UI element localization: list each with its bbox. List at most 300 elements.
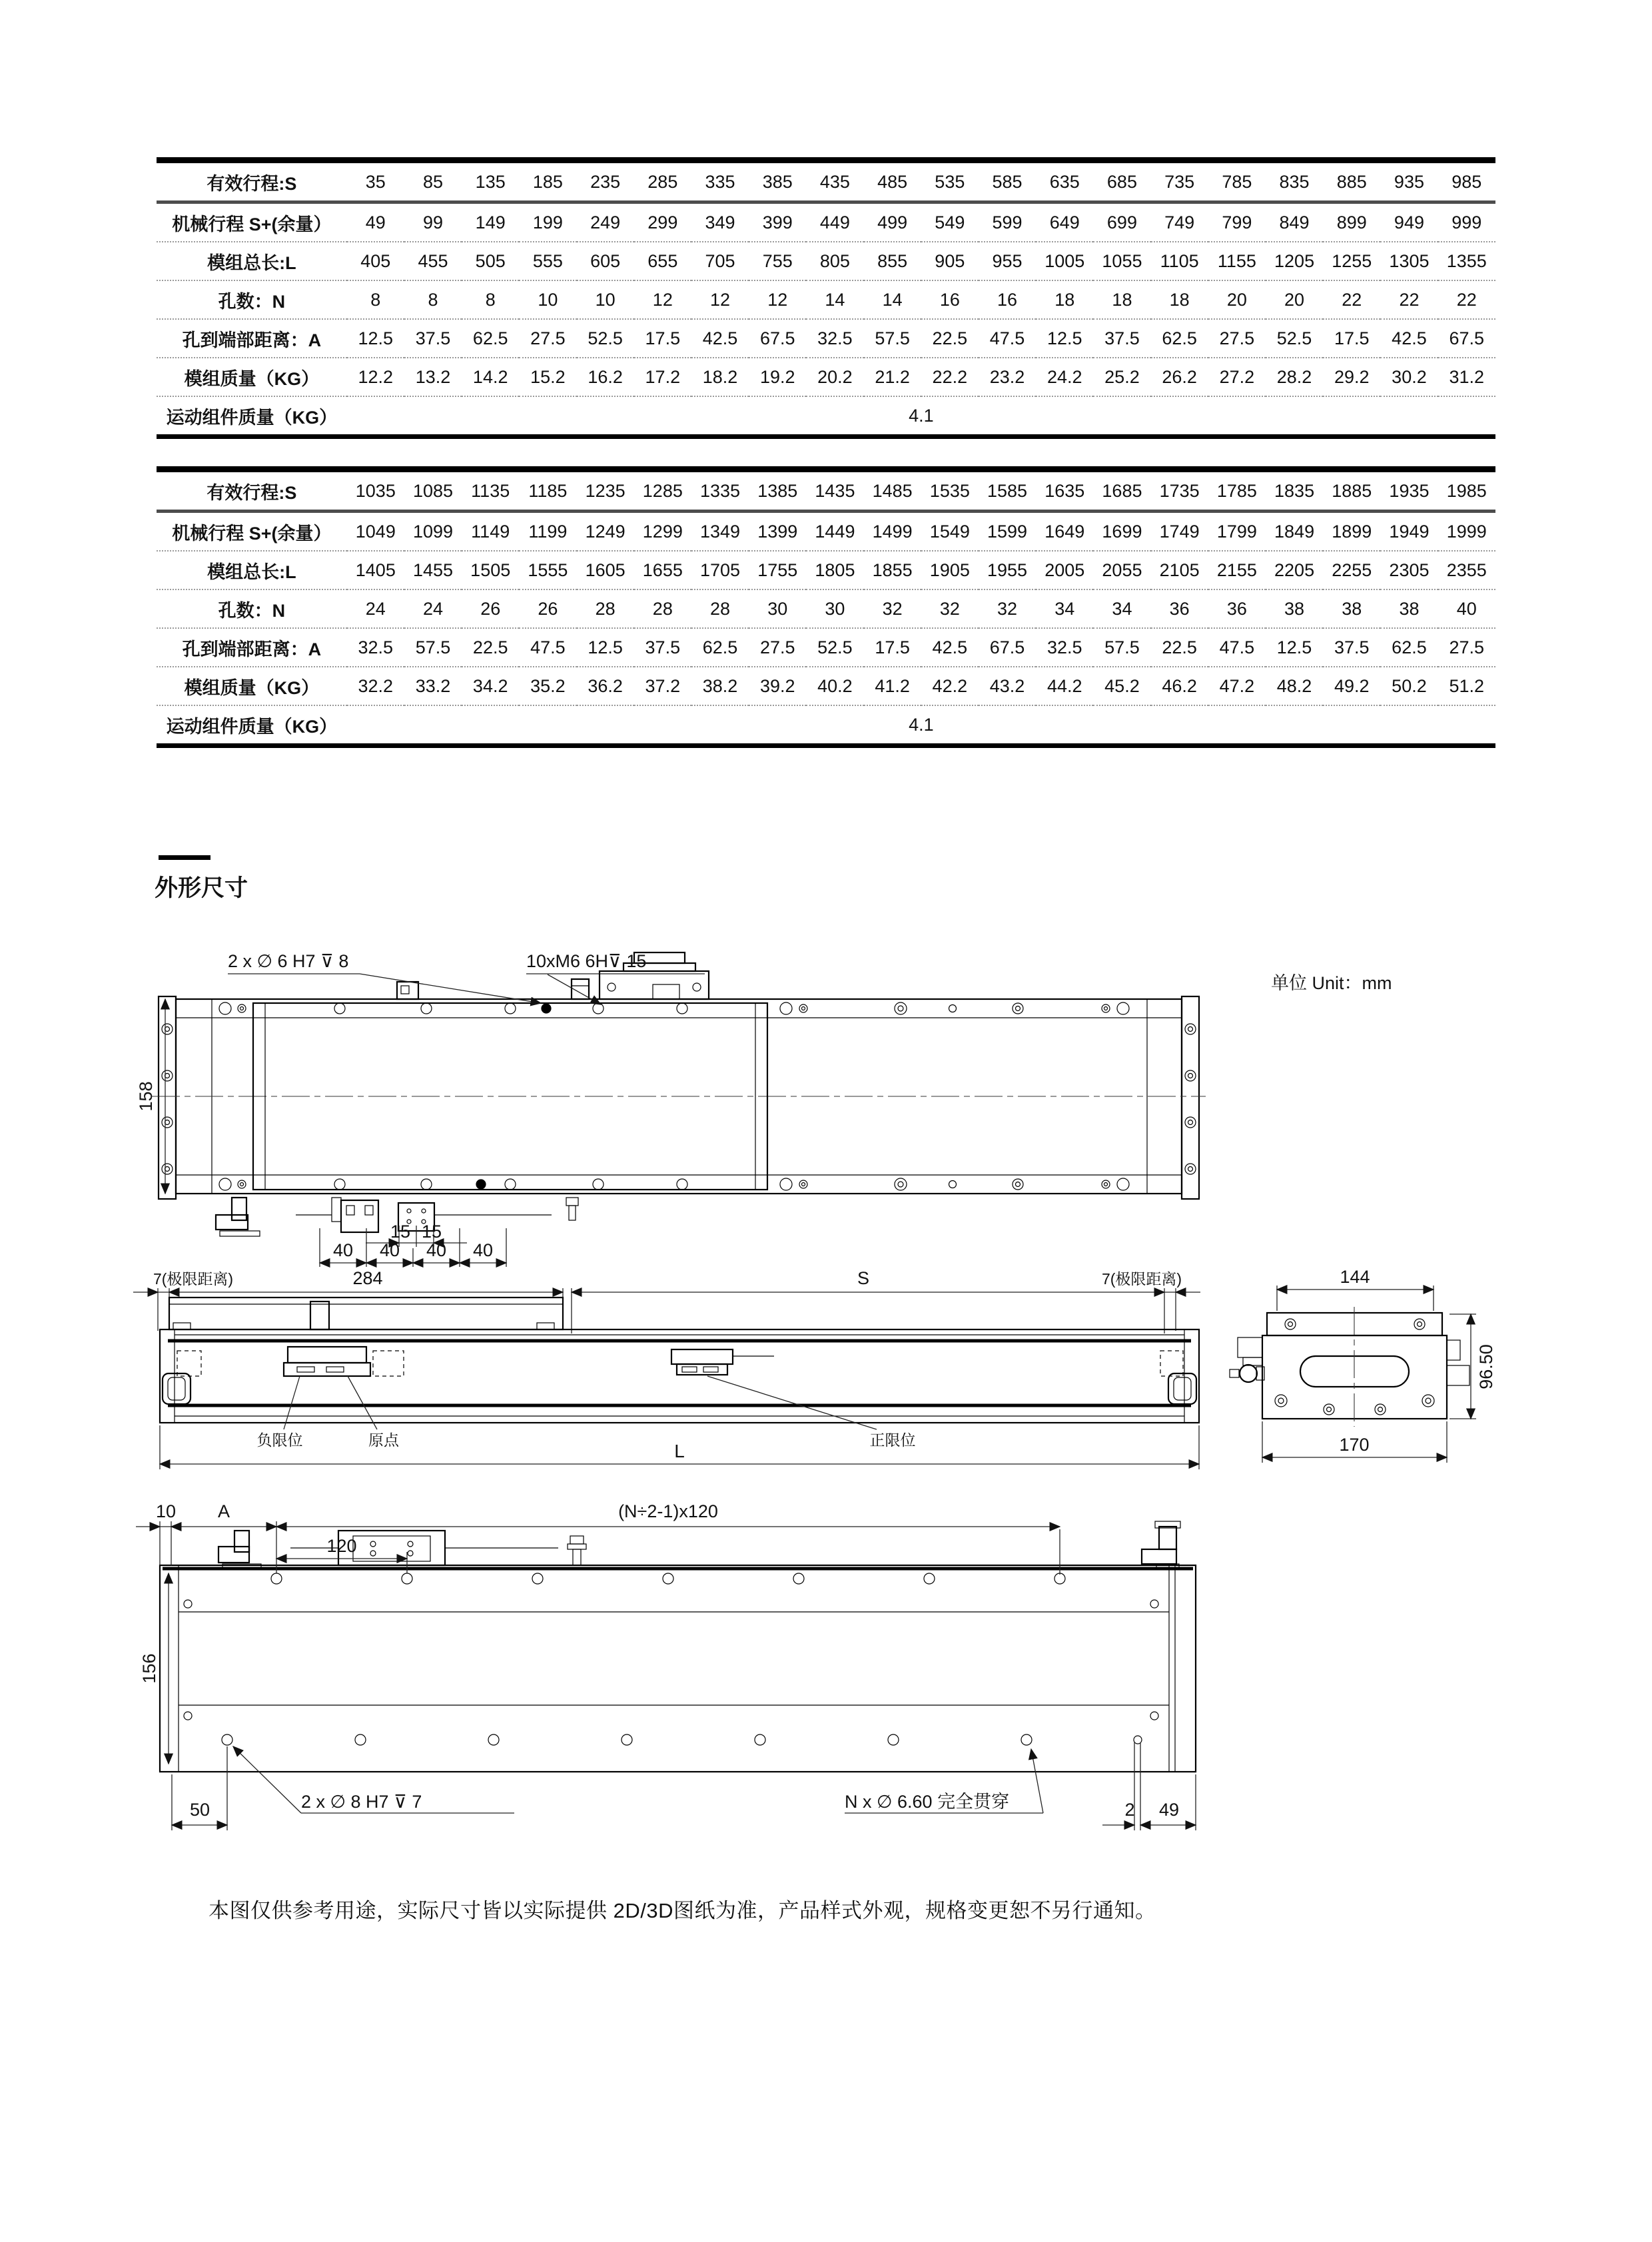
spec-row	[157, 589, 1495, 628]
spec-cell-value: 32.5	[1036, 628, 1093, 667]
spec-cell-value: 1805	[806, 551, 863, 589]
spec-cell-value: 1455	[404, 551, 462, 589]
spec-cell-value: 1185	[519, 470, 576, 512]
callout-dowel-top: 2 x ∅ 6 H7 ⊽ 8	[228, 951, 349, 971]
spec-cell-value: 1135	[462, 470, 519, 512]
spec-cell-value: 1255	[1323, 242, 1380, 280]
spec-cell-value: 855	[864, 242, 921, 280]
spec-cell-value: 30	[806, 589, 863, 628]
spec-cell-value: 135	[462, 161, 519, 202]
spec-cell-value: 40.2	[806, 667, 863, 705]
dim-40-2: 40	[379, 1240, 400, 1260]
spec-cell-value: 15.2	[519, 358, 576, 396]
dim-120: 120	[326, 1536, 357, 1556]
spec-cell-value: 26	[519, 589, 576, 628]
spec-cell-value: 1835	[1266, 470, 1323, 512]
spec-cell-value: 32	[921, 589, 979, 628]
limit-origin-sensors	[284, 1347, 774, 1376]
spec-cell-value: 1305	[1380, 242, 1438, 280]
spec-cell-value: 47.5	[519, 628, 576, 667]
spec-cell-value: 35	[347, 161, 404, 202]
spec-cell-value: 32	[979, 589, 1036, 628]
spec-cell-value: 1105	[1151, 242, 1208, 280]
spec-cell-value: 905	[921, 242, 979, 280]
spec-cell-value: 26	[462, 589, 519, 628]
spec-cell-value: 37.5	[1323, 628, 1380, 667]
spec-cell-value: 22	[1438, 280, 1495, 319]
spec-cell-value: 42.2	[921, 667, 979, 705]
spec-cell-value: 32	[864, 589, 921, 628]
spec-cell-value: 149	[462, 202, 519, 242]
spec-cell-value: 335	[691, 161, 749, 202]
spec-cell-value: 885	[1323, 161, 1380, 202]
spec-cell-value: 18	[1036, 280, 1093, 319]
spec-cell-value: 16	[979, 280, 1036, 319]
spec-cell-value: 1705	[691, 551, 749, 589]
spec-cell-value: 20	[1208, 280, 1266, 319]
spec-row-label: 模组质量（KG）	[157, 667, 347, 705]
spec-cell-value: 1385	[749, 470, 806, 512]
spec-cell-value: 35.2	[519, 667, 576, 705]
spec-row	[157, 470, 1495, 512]
dim-40-1: 40	[332, 1240, 354, 1260]
spec-cell-value: 1949	[1380, 512, 1438, 552]
spec-cell-value: 12.5	[1036, 319, 1093, 358]
spec-cell-value: 62.5	[1151, 319, 1208, 358]
spec-cell-value: 16.2	[577, 358, 634, 396]
dim-limit-left: 7(极限距离)	[153, 1270, 234, 1288]
spec-cell-value: 67.5	[979, 628, 1036, 667]
spec-cell-value: 32.5	[347, 628, 404, 667]
spec-cell-value: 755	[749, 242, 806, 280]
spec-cell-value: 31.2	[1438, 358, 1495, 396]
spec-cell-value: 30	[749, 589, 806, 628]
spec-cell-value: 40	[1438, 589, 1495, 628]
spec-cell-value: 38.2	[691, 667, 749, 705]
spec-cell-value: 25.2	[1093, 358, 1150, 396]
spec-cell-value: 38	[1266, 589, 1323, 628]
spec-cell-value: 1199	[519, 512, 576, 552]
spec-cell-value: 47.5	[1208, 628, 1266, 667]
spec-cell-value: 38	[1323, 589, 1380, 628]
spec-cell-value: 1849	[1266, 512, 1323, 552]
spec-cell-value: 799	[1208, 202, 1266, 242]
spec-cell-value: 20.2	[806, 358, 863, 396]
spec-cell-value: 12.2	[347, 358, 404, 396]
spec-cell-value: 505	[462, 242, 519, 280]
dim-170: 170	[1339, 1435, 1370, 1455]
spec-cell-value: 34	[1036, 589, 1093, 628]
spec-row-label: 孔到端部距离：A	[157, 319, 347, 358]
spec-cell-value: 385	[749, 161, 806, 202]
bottom-hole-row	[219, 1178, 1129, 1190]
spec-cell-value: 805	[806, 242, 863, 280]
spec-cell-value: 57.5	[404, 628, 462, 667]
spec-cell-value: 1535	[921, 470, 979, 512]
spec-cell-value: 2005	[1036, 551, 1093, 589]
dim-15-left: 15	[390, 1222, 411, 1242]
spec-cell-value: 1299	[634, 512, 691, 552]
spec-row-label: 孔数：N	[157, 589, 347, 628]
spec-cell-value: 1349	[691, 512, 749, 552]
spec-cell-value: 1685	[1093, 470, 1150, 512]
spec-cell-value: 45.2	[1093, 667, 1150, 705]
spec-cell-value: 30.2	[1380, 358, 1438, 396]
spec-cell-value: 21.2	[864, 358, 921, 396]
bottom-view	[136, 1501, 1196, 1830]
spec-cell-value: 199	[519, 202, 576, 242]
spec-row	[157, 396, 1495, 437]
bottom-view-sensor-rail	[218, 1521, 1180, 1568]
spec-cell-value: 32.5	[806, 319, 863, 358]
spec-cell-value: 28	[577, 589, 634, 628]
spec-cell-value: 17.2	[634, 358, 691, 396]
spec-cell-value: 38	[1380, 589, 1438, 628]
dim-a: A	[217, 1501, 230, 1521]
spec-cell-value: 14	[864, 280, 921, 319]
spec-cell-value: 299	[634, 202, 691, 242]
spec-cell-value: 1249	[577, 512, 634, 552]
spec-row	[157, 280, 1495, 319]
spec-cell-value: 2255	[1323, 551, 1380, 589]
spec-cell-value: 249	[577, 202, 634, 242]
spec-cell-value: 1035	[347, 470, 404, 512]
spec-cell-value: 8	[404, 280, 462, 319]
spec-cell-value: 49.2	[1323, 667, 1380, 705]
spec-cell-value: 1785	[1208, 470, 1266, 512]
spec-table-upper	[157, 157, 1495, 439]
spec-cell-value: 499	[864, 202, 921, 242]
top-hole-row	[219, 1002, 1129, 1014]
spec-cell-value: 485	[864, 161, 921, 202]
dim-50: 50	[189, 1800, 210, 1820]
spec-cell-value: 34.2	[462, 667, 519, 705]
spec-cell-value: 29.2	[1323, 358, 1380, 396]
spec-cell-value: 10	[519, 280, 576, 319]
dimension-drawings	[0, 926, 1652, 1865]
dim-pattern: (N÷2-1)x120	[618, 1501, 718, 1521]
spec-cell-value: 12	[634, 280, 691, 319]
dim-40-3: 40	[426, 1240, 447, 1260]
spec-cell-value: 1485	[864, 470, 921, 512]
spec-cell-value: 1799	[1208, 512, 1266, 552]
spec-cell-value: 62.5	[1380, 628, 1438, 667]
spec-cell-value: 10	[577, 280, 634, 319]
spec-cell-value: 34	[1093, 589, 1150, 628]
end-view	[1230, 1267, 1496, 1463]
spec-cell-value: 27.5	[1208, 319, 1266, 358]
dim-2: 2	[1124, 1800, 1135, 1820]
spec-cell-value: 27.5	[1438, 628, 1495, 667]
spec-cell-value: 19.2	[749, 358, 806, 396]
spec-row	[157, 628, 1495, 667]
dim-total-length: L	[674, 1441, 685, 1461]
spec-cell-value: 1655	[634, 551, 691, 589]
spec-cell-value: 22	[1323, 280, 1380, 319]
spec-cell-value: 22.5	[921, 319, 979, 358]
unit-label: 单位 Unit：mm	[1271, 973, 1392, 993]
spec-cell-value: 22.5	[462, 628, 519, 667]
spec-cell-value: 26.2	[1151, 358, 1208, 396]
label-negative-limit: 负限位	[256, 1431, 303, 1449]
spec-cell-value: 67.5	[1438, 319, 1495, 358]
spec-cell-value: 42.5	[1380, 319, 1438, 358]
spec-cell-value: 655	[634, 242, 691, 280]
spec-row-label: 模组总长:L	[157, 551, 347, 589]
spec-cell-value: 955	[979, 242, 1036, 280]
label-origin: 原点	[368, 1431, 399, 1449]
spec-cell-value: 37.2	[634, 667, 691, 705]
spec-cell-value: 85	[404, 161, 462, 202]
spec-cell-value: 28.2	[1266, 358, 1323, 396]
spec-cell-value: 62.5	[462, 319, 519, 358]
spec-cell-value: 18.2	[691, 358, 749, 396]
spec-cell-value: 1055	[1093, 242, 1150, 280]
dim-49: 49	[1158, 1800, 1180, 1820]
spec-row-label: 有效行程:S	[157, 161, 347, 202]
spec-cell-value: 1899	[1323, 512, 1380, 552]
spec-cell-value: 62.5	[691, 628, 749, 667]
spec-cell-value: 749	[1151, 202, 1208, 242]
spec-cell-value: 1435	[806, 470, 863, 512]
spec-cell-value: 1505	[462, 551, 519, 589]
spec-cell-value: 50.2	[1380, 667, 1438, 705]
spec-cell-value: 51.2	[1438, 667, 1495, 705]
section-title: 外形尺寸	[155, 875, 248, 901]
dim-144: 144	[1340, 1267, 1370, 1287]
spec-row-label: 机械行程 S+(余量）	[157, 202, 347, 242]
spec-cell-value: 2105	[1151, 551, 1208, 589]
spec-cell-value: 8	[347, 280, 404, 319]
spec-cell-value: 8	[462, 280, 519, 319]
spec-cell-value: 24	[347, 589, 404, 628]
spec-cell-value: 23.2	[979, 358, 1036, 396]
spec-cell-value: 22	[1380, 280, 1438, 319]
spec-cell-value: 1649	[1036, 512, 1093, 552]
spec-cell-value: 1955	[979, 551, 1036, 589]
spec-cell-value: 1585	[979, 470, 1036, 512]
spec-row-label: 孔到端部距离：A	[157, 628, 347, 667]
spec-cell-value: 12	[749, 280, 806, 319]
spec-row-label: 孔数：N	[157, 280, 347, 319]
dim-96-50: 96.50	[1476, 1344, 1496, 1389]
spec-cell-value: 2355	[1438, 551, 1495, 589]
spec-cell-value: 1735	[1151, 470, 1208, 512]
spec-cell-value: 899	[1323, 202, 1380, 242]
spec-cell-value: 1085	[404, 470, 462, 512]
spec-cell-value: 12	[691, 280, 749, 319]
label-positive-limit: 正限位	[869, 1431, 916, 1449]
spec-cell-value: 49	[347, 202, 404, 242]
spec-cell-value: 1885	[1323, 470, 1380, 512]
spec-cell-value: 37.5	[404, 319, 462, 358]
spec-cell-value: 39.2	[749, 667, 806, 705]
spec-cell-value: 449	[806, 202, 863, 242]
bottom-view-holes	[184, 1573, 1158, 1745]
side-view	[133, 1268, 1200, 1469]
callout-through-holes: N x ∅ 6.60 完全贯穿	[845, 1792, 1010, 1812]
spec-cell-value: 1049	[347, 512, 404, 552]
spec-cell-value: 42.5	[691, 319, 749, 358]
spec-cell-value: 27.5	[749, 628, 806, 667]
dim-158: 158	[136, 1081, 156, 1112]
spec-cell-value: 1935	[1380, 470, 1438, 512]
spec-cell-value: 1999	[1438, 512, 1495, 552]
spec-cell-value: 42.5	[921, 628, 979, 667]
spec-cell-value: 555	[519, 242, 576, 280]
spec-row-label: 机械行程 S+(余量）	[157, 512, 347, 552]
spec-cell-value: 44.2	[1036, 667, 1093, 705]
spec-cell-value: 27.2	[1208, 358, 1266, 396]
spec-cell-value: 1155	[1208, 242, 1266, 280]
spec-cell-value: 849	[1266, 202, 1323, 242]
spec-cell-value: 22.2	[921, 358, 979, 396]
dim-156: 156	[139, 1653, 159, 1684]
spec-cell-value: 48.2	[1266, 667, 1323, 705]
spec-cell-value: 20	[1266, 280, 1323, 319]
spec-cell-value: 2055	[1093, 551, 1150, 589]
spec-cell-value: 57.5	[1093, 628, 1150, 667]
spec-span-value: 4.1	[909, 405, 934, 426]
spec-cell-value: 1555	[519, 551, 576, 589]
spec-cell-value: 949	[1380, 202, 1438, 242]
callout-dowel-bottom: 2 x ∅ 8 H7 ⊽ 7	[301, 1792, 422, 1812]
spec-cell-value: 685	[1093, 161, 1150, 202]
spec-cell-value: 785	[1208, 161, 1266, 202]
spec-cell-value: 17.5	[634, 319, 691, 358]
spec-cell-value: 549	[921, 202, 979, 242]
spec-cell-value: 22.5	[1151, 628, 1208, 667]
spec-cell-value: 33.2	[404, 667, 462, 705]
spec-cell-value: 2155	[1208, 551, 1266, 589]
spec-row-label: 有效行程:S	[157, 470, 347, 512]
spec-cell-value: 18	[1093, 280, 1150, 319]
spec-cell-value: 36	[1151, 589, 1208, 628]
spec-cell-value: 12.5	[1266, 628, 1323, 667]
spec-cell-value: 52.5	[1266, 319, 1323, 358]
spec-cell-value: 699	[1093, 202, 1150, 242]
spec-table-lower	[157, 466, 1495, 748]
spec-span-value: 4.1	[909, 714, 934, 735]
spec-cell-value: 1549	[921, 512, 979, 552]
spec-cell-value: 835	[1266, 161, 1323, 202]
spec-cell-value: 52.5	[806, 628, 863, 667]
spec-cell-value: 1755	[749, 551, 806, 589]
spec-cell-value: 705	[691, 242, 749, 280]
spec-cell-value: 12.5	[577, 628, 634, 667]
spec-cell-value: 935	[1380, 161, 1438, 202]
spec-cell-value: 67.5	[749, 319, 806, 358]
spec-cell-value: 2305	[1380, 551, 1438, 589]
spec-cell-value: 52.5	[577, 319, 634, 358]
spec-cell-value: 1449	[806, 512, 863, 552]
spec-cell-value: 1399	[749, 512, 806, 552]
spec-cell-value: 649	[1036, 202, 1093, 242]
spec-cell-value: 349	[691, 202, 749, 242]
spec-cell-value: 47.2	[1208, 667, 1266, 705]
spec-cell-value: 1749	[1151, 512, 1208, 552]
spec-cell-value: 635	[1036, 161, 1093, 202]
dim-15-right: 15	[421, 1222, 442, 1242]
spec-cell-value: 1335	[691, 470, 749, 512]
spec-cell-value: 1905	[921, 551, 979, 589]
spec-cell-value: 24.2	[1036, 358, 1093, 396]
end-cap-holes	[162, 1024, 1196, 1174]
spec-cell-value: 28	[634, 589, 691, 628]
spec-cell-value: 605	[577, 242, 634, 280]
spec-cell-value: 37.5	[634, 628, 691, 667]
spec-cell-value: 1605	[577, 551, 634, 589]
top-view	[136, 951, 1206, 1267]
spec-cell-value: 47.5	[979, 319, 1036, 358]
section-overline	[159, 855, 210, 860]
spec-row	[157, 242, 1495, 280]
spec-cell-value: 735	[1151, 161, 1208, 202]
spec-cell-value: 2205	[1266, 551, 1323, 589]
spec-cell-value: 1855	[864, 551, 921, 589]
end-view-fittings	[1230, 1337, 1469, 1385]
spec-cell-value: 1235	[577, 470, 634, 512]
spec-cell-value: 1599	[979, 512, 1036, 552]
spec-row	[157, 319, 1495, 358]
spec-cell-value: 17.5	[864, 628, 921, 667]
spec-cell-value: 57.5	[864, 319, 921, 358]
spec-cell-value: 535	[921, 161, 979, 202]
spec-row	[157, 202, 1495, 242]
spec-cell-value: 1985	[1438, 470, 1495, 512]
spec-cell-value: 999	[1438, 202, 1495, 242]
dim-40-4: 40	[472, 1240, 494, 1260]
spec-cell-value: 32.2	[347, 667, 404, 705]
spec-cell-value: 405	[347, 242, 404, 280]
spec-cell-value: 1005	[1036, 242, 1093, 280]
spec-cell-value: 455	[404, 242, 462, 280]
spec-cell-value: 14.2	[462, 358, 519, 396]
spec-cell-value: 1635	[1036, 470, 1093, 512]
spec-row	[157, 551, 1495, 589]
spec-cell-value: 1149	[462, 512, 519, 552]
spec-row	[157, 705, 1495, 746]
dim-stroke-s: S	[857, 1268, 870, 1288]
dim-284: 284	[352, 1268, 383, 1288]
spec-cell-value: 13.2	[404, 358, 462, 396]
spec-cell-value: 435	[806, 161, 863, 202]
spec-row-label: 运动组件质量（KG）	[166, 716, 338, 737]
spec-cell-value: 43.2	[979, 667, 1036, 705]
spec-cell-value: 1699	[1093, 512, 1150, 552]
spec-cell-value: 16	[921, 280, 979, 319]
spec-cell-value: 1499	[864, 512, 921, 552]
spec-cell-value: 1099	[404, 512, 462, 552]
spec-cell-value: 1205	[1266, 242, 1323, 280]
footer-note: 本图仅供参考用途，实际尺寸皆以实际提供 2D/3D图纸为准，产品样式外观，规格变更恕不另行通知。	[208, 1899, 1156, 1922]
spec-cell-value: 28	[691, 589, 749, 628]
spec-cell-value: 17.5	[1323, 319, 1380, 358]
spec-cell-value: 985	[1438, 161, 1495, 202]
spec-cell-value: 37.5	[1093, 319, 1150, 358]
dim-limit-right: 7(极限距离)	[1101, 1270, 1182, 1288]
callout-tap-top: 10xM6 6H⊽ 15	[526, 951, 647, 971]
spec-cell-value: 12.5	[347, 319, 404, 358]
spec-cell-value: 585	[979, 161, 1036, 202]
spec-cell-value: 24	[404, 589, 462, 628]
spec-cell-value: 18	[1151, 280, 1208, 319]
spec-cell-value: 1355	[1438, 242, 1495, 280]
spec-row	[157, 667, 1495, 705]
spec-row-label: 模组质量（KG）	[157, 358, 347, 396]
spec-cell-value: 41.2	[864, 667, 921, 705]
dim-10: 10	[155, 1501, 177, 1521]
